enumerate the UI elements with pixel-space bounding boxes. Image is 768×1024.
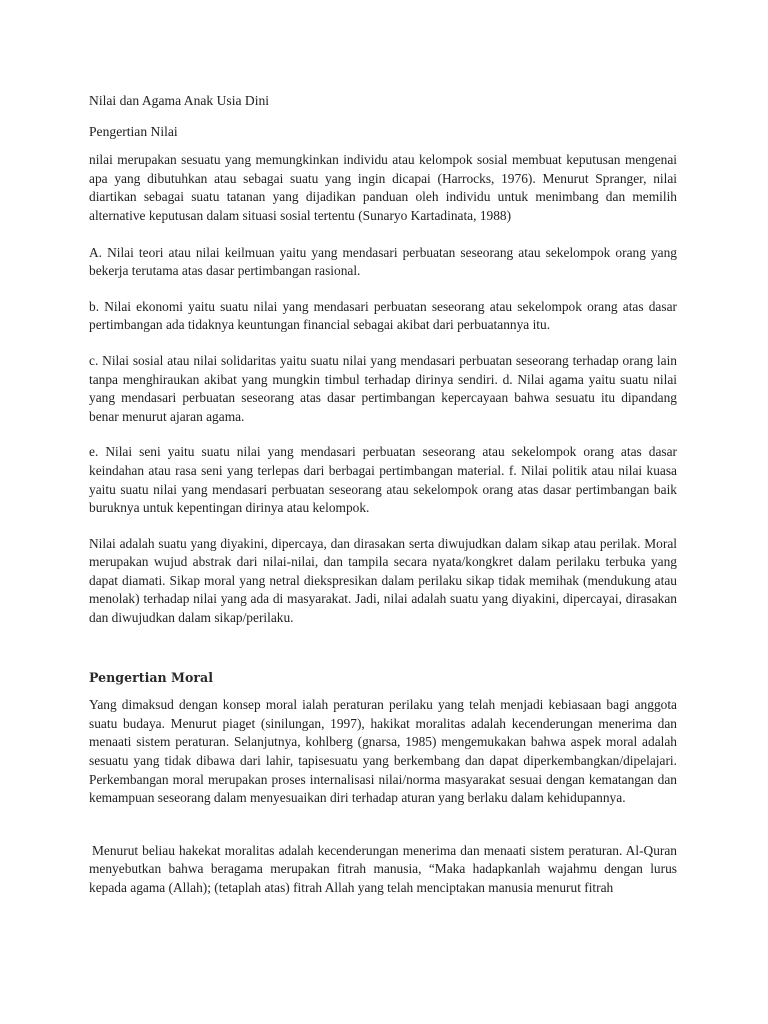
paragraph-definition: nilai merupakan sesuatu yang memungkinkan individu atau kelompok sosial membuat keputusan mengenai apa yang dibutuhkan atau sebagai suatu yang ingin dicapai (Harrocks, 1976). Menurut Spranger, nilai diartikan sebagai suatu tatanan yang dijadikan panduan oleh individu untuk menimbang dan memilih alternative keputusan dalam situasi sosial tertentu (Sunaryo Kartadinata, 1988): [89, 152, 677, 223]
section-heading-moral: Pengertian Moral: [89, 669, 213, 685]
paragraph-nilai-teori: A. Nilai teori atau nilai keilmuan yaitu yang mendasari perbuatan seseorang atau sekelompok orang yang bekerja terutama atas dasar pertimbangan rasional.: [89, 244, 677, 279]
paragraph-nilai-summary: Nilai adalah suatu yang diyakini, dipercaya, dan dirasakan serta diwujudkan dalam sikap atau perilak. Moral merupakan wujud abstrak dari nilai-nilai, dan tampila secara nyata/kongkret dalam perilaku terbuka yang dapat diamati. Sikap moral yang netral diekspresikan dalam perilaku sikap tidak memihak (mendukung atau menolak) terhadap nilai yang ada di masyarakat. Jadi, nilai adalah suatu yang diyakini, dipercayai, dirasakan dan diwujudkan dalam sikap/perilaku.: [89, 535, 677, 626]
paragraph-moral: Yang dimaksud dengan konsep moral ialah peraturan perilaku yang telah menjadi kebiasaan bagi anggota suatu budaya. Menurut piaget (sinilungan, 1997), hakikat moralitas adalah kecenderungan menerima dan menaati sistem peraturan. Selanjutnya, kohlberg (gnarsa, 1985) mengemukakan bahwa aspek moral adalah sesuatu yang tidak dibawa dari lahir, tapisesuatu yang berkembang dan dapat diperkembangkan/dipelajari. Perkembangan moral merupakan proses internalisasi nilai/norma masyarakat sesuai dengan kematangan dan kemampuan seseorang dalam menyesuaikan diri terhadap aturan yang berlaku dalam kehidupannya.: [89, 697, 677, 806]
paragraph-nilai-sosial: c. Nilai sosial atau nilai solidaritas yaitu suatu nilai yang mendasari perbuatan seseorang terhadap orang lain tanpa menghiraukan akibat yang mungkin timbul terhadap dirinya sendiri. d. Nilai agama yaitu suatu nilai yang mendasari perbuatan seseorang atas dasar pertimbangan kepercayaan bahwa sesuatu itu dipandang benar menurut ajaran agama.: [89, 352, 677, 424]
section-heading-nilai: Pengertian Nilai: [89, 123, 178, 139]
paragraph-nilai-ekonomi: b. Nilai ekonomi yaitu suatu nilai yang mendasari perbuatan seseorang atau sekelompok orang atas dasar pertimbangan ada tidaknya keuntungan financial sebagai akibat dari perbuatannya itu.: [89, 298, 677, 333]
document-title: Nilai dan Agama Anak Usia Dini: [89, 93, 270, 108]
paragraph-moral-continued: Menurut beliau hakekat moralitas adalah kecenderungan menerima dan menaati sistem peraturan. Al-Quran menyebutkan bahwa beragama merupakan fitrah manusia, “Maka hadapkanlah wajahmu dengan lurus kepada agama (Allah); (tetaplah atas) fitrah Allah yang telah menciptakan manusia menurut fitrah: [89, 842, 677, 895]
document-body: [89, 92, 677, 898]
paragraph-nilai-seni: e. Nilai seni yaitu suatu nilai yang mendasari perbuatan seseorang atau sekelompok orang atas dasar keindahan atau rasa seni yang terlepas dari berbagai pertimbangan material. f. Nilai politik atau nilai kuasa yaitu suatu nilai yang mendasari perbuatan seseorang atau sekelompok orang atas dasar pertimbangan baik buruknya untuk kepentingan dirinya atau kelompok.: [89, 444, 677, 516]
